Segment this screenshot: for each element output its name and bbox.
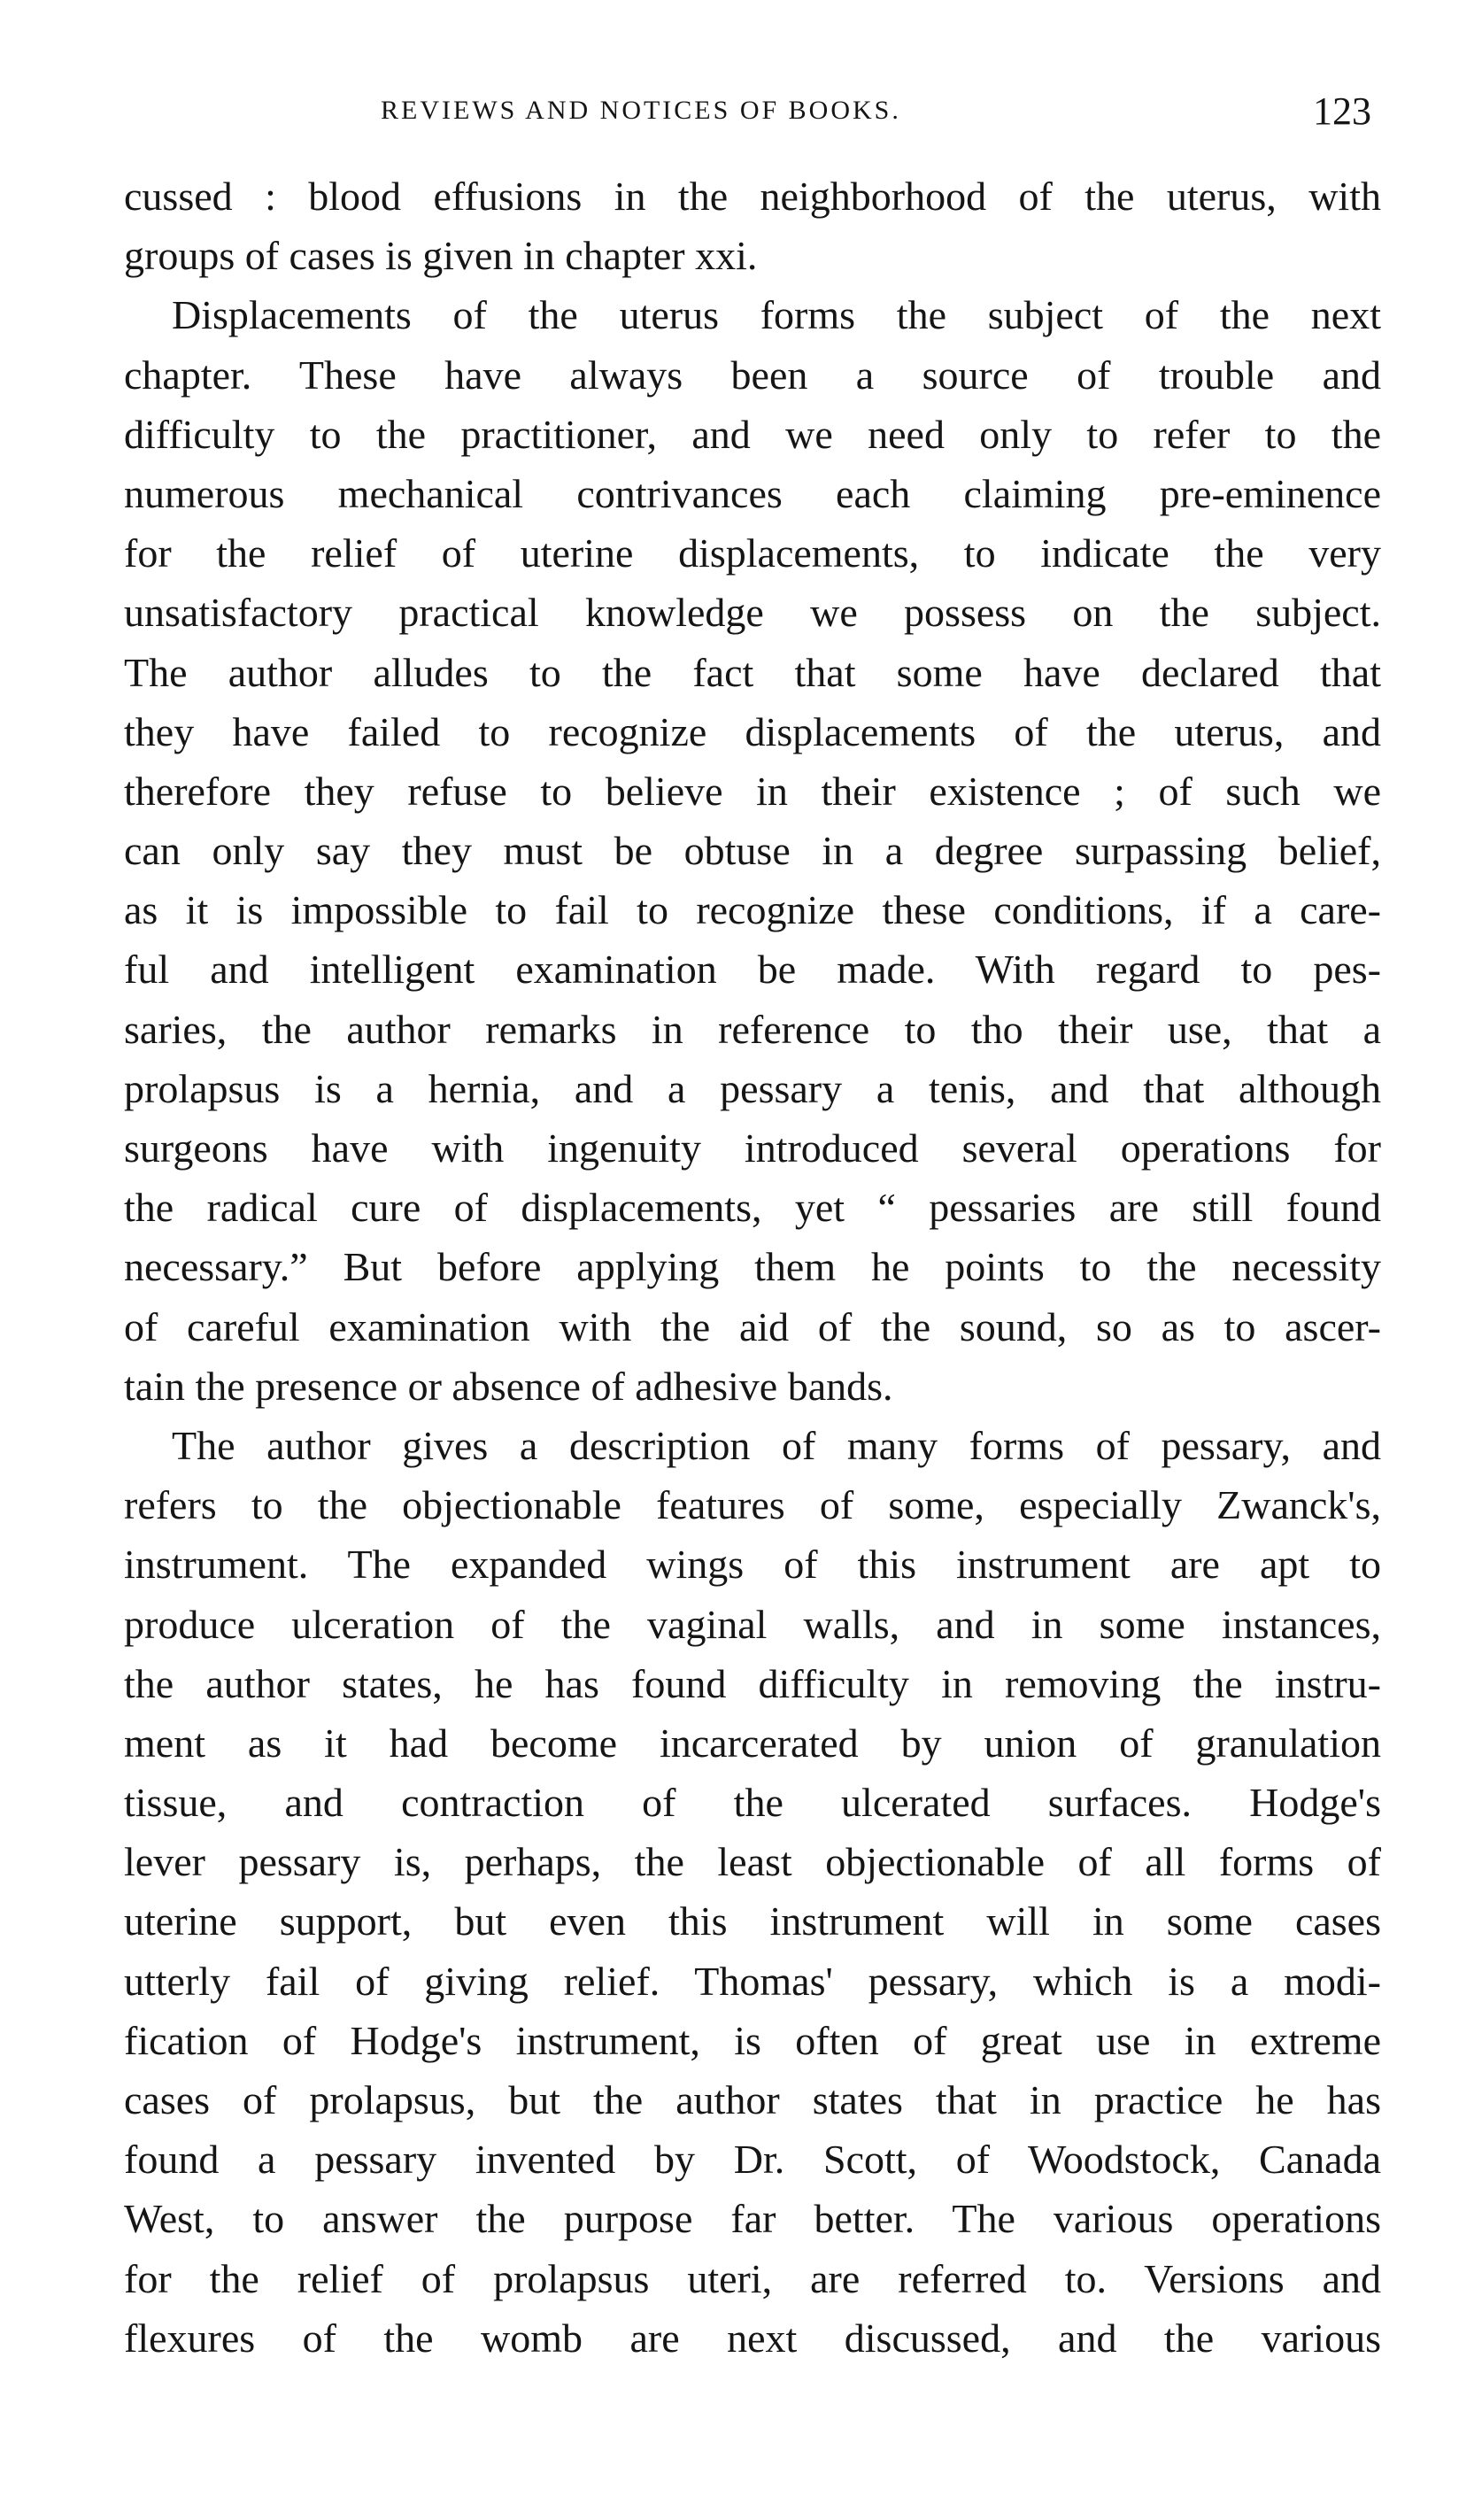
text-line: cases of prolapsus, but the author states that in practice he has	[124, 2077, 1381, 2122]
text-line: as it is impossible to fail to recognize these conditions, if a care-	[124, 887, 1381, 933]
text-line: the author states, he has found difficulty in removing the instru-	[124, 1660, 1381, 1706]
text-line: groups of cases is given in chapter xxi.	[124, 233, 758, 279]
text-line: surgeons have with ingenuity introduced several operations for	[124, 1125, 1381, 1171]
text-line: can only say they must be obtuse in a degree surpassing belief,	[124, 828, 1381, 874]
text-line: chapter. These have always been a source of trouble and	[124, 352, 1381, 398]
text-line: uterine support, but even this instrument will in some cases	[124, 1898, 1381, 1944]
text-line: prolapsus is a hernia, and a pessary a tenis, and that although	[124, 1065, 1381, 1111]
text-line: therefore they refuse to believe in their existence ; of such we	[124, 768, 1381, 814]
text-line: ment as it had become incarcerated by union of granulation	[124, 1720, 1381, 1766]
text-line: cussed : blood effusions in the neighborhood of the uterus, with	[124, 174, 1381, 219]
text-line: instrument. The expanded wings of this instrument are apt to	[124, 1542, 1381, 1588]
body-text	[124, 166, 1381, 2368]
text-line: for the relief of prolapsus uteri, are referred to. Versions and	[124, 2255, 1381, 2301]
text-line: produce ulceration of the vaginal walls, and in some instances,	[124, 1601, 1381, 1647]
text-line: they have failed to recognize displacements of the uterus, and	[124, 708, 1381, 754]
text-line: tissue, and contraction of the ulcerated surfaces. Hodge's	[124, 1780, 1381, 1826]
text-line: the radical cure of displacements, yet “ pessaries are still found	[124, 1185, 1381, 1231]
text-line: unsatisfactory practical knowledge we possess on the subject.	[124, 590, 1381, 636]
text-line: for the relief of uterine displacements, to indicate the very	[124, 530, 1381, 576]
text-line: necessary.” But before applying them he points to the necessity	[124, 1244, 1381, 1290]
text-line: West, to answer the purpose far better. The various operations	[124, 2196, 1381, 2242]
text-line: refers to the objectionable features of some, especially Zwanck's,	[124, 1482, 1381, 1528]
running-head	[0, 89, 1482, 142]
text-line: ful and intelligent examination be made. With regard to pes-	[124, 947, 1381, 993]
running-head-title: REVIEWS AND NOTICES OF BOOKS.	[381, 96, 901, 125]
text-line: lever pessary is, perhaps, the least objectionable of all forms of	[124, 1839, 1381, 1885]
text-line: flexures of the womb are next discussed, and the various	[124, 2315, 1381, 2361]
text-line: numerous mechanical contrivances each claiming pre-eminence	[124, 470, 1381, 516]
text-line: difficulty to the practitioner, and we need only to refer to the	[124, 411, 1381, 457]
text-line: The author gives a description of many forms of pessary, and	[172, 1422, 1381, 1468]
page-number: 123	[1313, 89, 1371, 133]
text-line: tain the presence or absence of adhesive bands.	[124, 1363, 893, 1409]
text-line: of careful examination with the aid of the sound, so as to ascer-	[124, 1303, 1381, 1349]
text-line: found a pessary invented by Dr. Scott, of Woodstock, Canada	[124, 2137, 1381, 2183]
text-line: saries, the author remarks in reference to tho their use, that a	[124, 1006, 1381, 1052]
text-line: utterly fail of giving relief. Thomas' pessary, which is a modi-	[124, 1958, 1381, 2004]
text-line: Displacements of the uterus forms the subject of the next	[172, 292, 1381, 338]
text-line: fication of Hodge's instrument, is often of great use in extreme	[124, 2017, 1381, 2063]
text-line: The author alludes to the fact that some have declared that	[124, 649, 1381, 695]
